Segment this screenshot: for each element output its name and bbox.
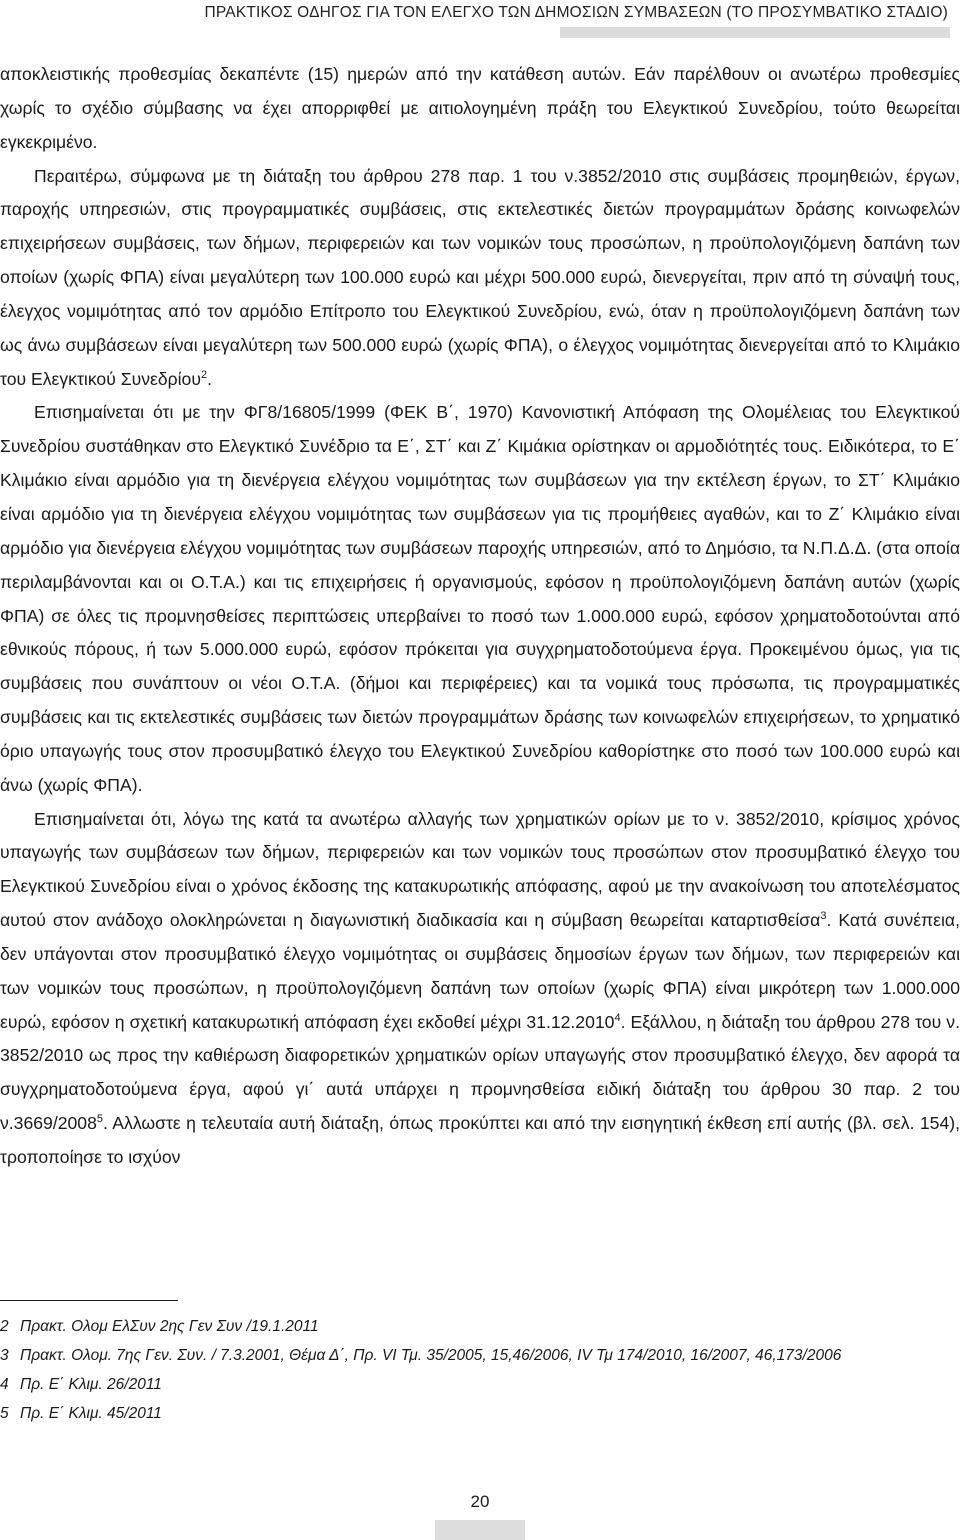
footnote-3 — [0, 1341, 960, 1370]
footnote-text: Πρακτ. Ολομ ΕλΣυν 2ης Γεν Συν /19.1.2011 — [20, 1318, 319, 1335]
footnote-number: 4 — [0, 1376, 9, 1393]
footnote-number: 2 — [0, 1318, 9, 1335]
paragraph-3 — [0, 396, 960, 802]
page-header — [0, 0, 960, 38]
footnote-number: 3 — [0, 1347, 9, 1364]
footnote-text: Πρ. Ε΄ Κλιμ. 45/2011 — [20, 1405, 162, 1422]
footnote-2 — [0, 1312, 960, 1341]
footnote-4 — [0, 1370, 960, 1399]
main-body-text — [0, 58, 960, 1175]
paragraph-4-tail-3: . Αλλωστε η τελευταία αυτή διάταξη, όπως προκύπτει και από την εισηγητική έκθεση επί αυτής (βλ. σελ. 154), τροποποίησε το ισχύον — [0, 1113, 960, 1167]
footnote-ref-5[interactable]: 5 — [96, 1113, 103, 1126]
footnote-ref-4[interactable]: 4 — [614, 1011, 621, 1024]
footer-decorative-bar — [435, 1520, 525, 1540]
paragraph-1 — [0, 58, 960, 160]
paragraph-3-text: Επισημαίνεται ότι με την ΦΓ8/16805/1999 (ΦΕΚ Β΄, 1970) Κανονιστική Απόφαση της Ολομέλειας του Ελεγκτικού Συνεδρίου συστάθηκαν στο Ελεγκτικό Συνέδριο τα Ε΄, ΣΤ΄ και Ζ΄ Κιμάκια ορίστηκαν οι αρμοδιότητές τους. Ειδικότερα, το Ε΄ Κλιμάκιο είναι αρμόδιο για τη διενέργεια ελέγχου νομιμότητας των συμβάσεων για την εκτέλεση έργων, το ΣΤ΄ Κλιμάκιο είναι αρμόδιο για τη διενέργεια ελέγχου νομιμότητας των συμβάσεων για τις προμήθειες αγαθών, και το Ζ΄ Κλιμάκιο είναι αρμόδιο για διενέργεια ελέγχου νομιμότητας των συμβάσεων παροχής υπηρεσιών, από το Δημόσιο, τα Ν.Π.Δ.Δ. (στα οποία περιλαμβάνονται και οι Ο.Τ.Α.) και τις επιχειρήσεις ή οργανισμούς, εφόσον η προϋπολογιζόμενη δαπάνη αυτών (χωρίς ΦΠΑ) σε όλες τις προμνησθείσες περιπτώσεις υπερβαίνει το ποσό των 1.000.000 ευρώ, εφόσον χρηματοδοτούνται από εθνικούς πόρους, ή των 5.000.000 ευρώ, εφόσον πρόκειται για συγχρηματοδοτούμενα έργα. Προκειμένου όμως, για τις συμβάσεις που συνάπτουν οι νέοι Ο.Τ.Α. (δήμοι και περιφέρειες) και τα νομικά τους πρόσωπα, τις προγραμματικές συμβάσεις και τις εκτελεστικές συμβάσεις των διετών προγραμμάτων δράσης των κοινωφελών επιχειρήσεων, το χρηματικό όριο υπαγωγής τους στον προσυμβατικό έλεγχο του Ελεγκτικού Συνεδρίου καθορίστηκε στο ποσό των 100.000 ευρώ και άνω (χωρίς ΦΠΑ). — [0, 402, 960, 795]
page-number: 20 — [470, 1492, 490, 1511]
paragraph-2-text: Περαιτέρω, σύμφωνα με τη διάταξη του άρθρου 278 παρ. 1 του ν.3852/2010 στις συμβάσεις προμηθειών, έργων, παροχής υπηρεσιών, στις προγραμματικές συμβάσεις, στις εκτελεστικές διετών προγραμμάτων δράσης κοινωφελών επιχειρήσεων συμβάσεις, των δήμων, περιφερειών και των νομικών τους προσώπων, η προϋπολογιζόμενη δαπάνη των οποίων (χωρίς ΦΠΑ) είναι μεγαλύτερη των 100.000 ευρώ και μέχρι 500.000 ευρώ, διενεργείται, πριν από τη σύναψή τους, έλεγχος νομιμότητας από τον αρμόδιο Επίτροπο του Ελεγκτικού Συνεδρίου, ενώ, όταν η προϋπολογιζόμενη δαπάνη των ως άνω συμβάσεων είναι μεγαλύτερη των 500.000 ευρώ (χωρίς ΦΠΑ), ο έλεγχος νομιμότητας διενεργείται από το Κλιμάκιο του Ελεγκτικού Συνεδρίου — [0, 165, 960, 389]
header-decorative-bar — [560, 27, 950, 38]
paragraph-4-tail-2: . Εξάλλου, η διάταξη του άρθρου 278 του ν. 3852/2010 ως προς την καθιέρωση διαφορετικών χρηματικών ορίων υπαγωγής στον προσυμβατικό έλεγχο, δεν αφορά τα συγχρηματοδοτούμενα έργα, αφού γι΄ αυτά υπάρχει η προμνησθείσα ειδική διάταξη του άρθρου 30 παρ. 2 του ν.3669/2008 — [0, 1011, 960, 1134]
footnote-ref-2[interactable]: 2 — [200, 368, 208, 381]
footnotes-section — [0, 1312, 960, 1428]
running-header-title: ΠΡΑΚΤΙΚΟΣ ΟΔΗΓΟΣ ΓΙΑ ΤΟΝ ΕΛΕΓΧΟ ΤΩΝ ΔΗΜΟΣΙΩΝ ΣΥΜΒΑΣΕΩΝ (ΤΟ ΠΡΟΣΥΜΒΑΤΙΚΟ ΣΤΑΔΙΟ) — [204, 4, 948, 21]
paragraph-2 — [0, 160, 960, 397]
paragraph-4-tail: . Κατά συνέπεια, δεν υπάγονται στον προσυμβατικό έλεγχο νομιμότητας οι συμβάσεις δημοσίων έργων των δήμων, των περιφερειών και των νομικών τους προσώπων, η προϋπολογιζόμενη δαπάνη των οποίων (χωρίς ΦΠΑ) είναι μικρότερη των 1.000.000 ευρώ, εφόσον η σχετική κατακυρωτική απόφαση έχει εκδοθεί μέχρι 31.12.2010 — [0, 910, 960, 1032]
footnote-divider — [0, 1300, 178, 1301]
paragraph-2-tail: . — [207, 368, 212, 389]
footnote-text: Πρ. Ε΄ Κλιμ. 26/2011 — [20, 1376, 162, 1393]
paragraph-1-text: αποκλειστικής προθεσμίας δεκαπέντε (15) ημερών από την κατάθεση αυτών. Εάν παρέλθουν οι ανωτέρω προθεσμίες χωρίς το σχέδιο σύμβασης να έχει απορριφθεί με αιτιολογημένη πράξη του Ελεγκτικού Συνεδρίου, τούτο θεωρείται εγκεκριμένο. — [0, 64, 960, 152]
paragraph-4 — [0, 803, 960, 1175]
footnote-ref-3[interactable]: 3 — [820, 910, 827, 923]
footnote-5 — [0, 1399, 960, 1428]
footnote-text: Πρακτ. Ολομ. 7ης Γεν. Συν. / 7.3.2001, Θέμα Δ΄, Πρ. VI Τμ. 35/2005, 15,46/2006, IV Τμ 174/2010, 16/2007, 46,173/2006 — [20, 1347, 842, 1364]
paragraph-4-text: Επισημαίνεται ότι, λόγω της κατά τα ανωτέρω αλλαγής των χρηματικών ορίων με το ν. 3852/2010, κρίσιμος χρόνος υπαγωγής των συμβάσεων των δήμων, περιφερειών και των νομικών τους προσώπων στον προσυμβατικό έλεγχο του Ελεγκτικού Συνεδρίου είναι ο χρόνος έκδοσης της κατακυρωτικής απόφασης, αφού με την ανακοίνωση του αποτελέσματος αυτού στον ανάδοχο ολοκληρώνεται η διαγωνιστική διαδικασία και η σύμβαση θεωρείται καταρτισθείσα — [0, 808, 960, 931]
footnote-number: 5 — [0, 1405, 9, 1422]
